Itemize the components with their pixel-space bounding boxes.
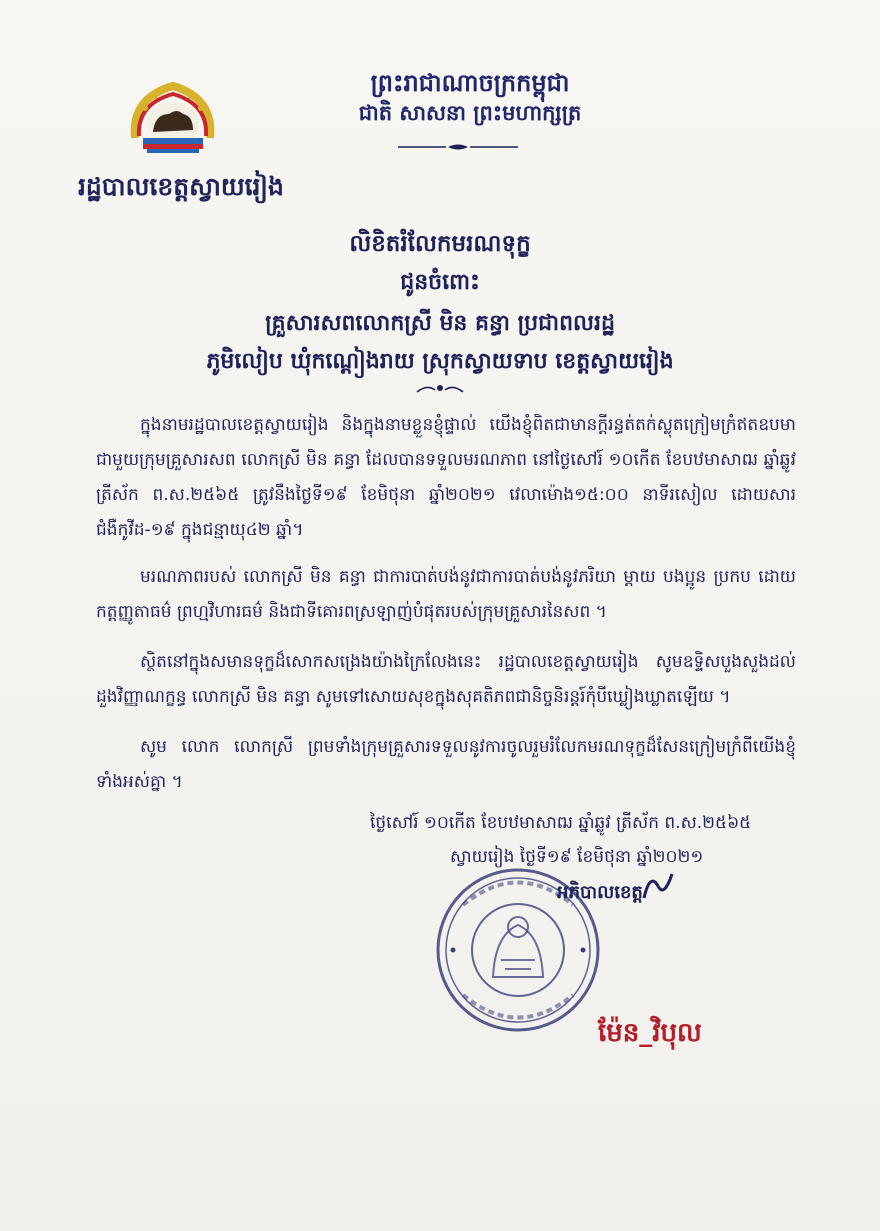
- kingdom-heading: ព្រះរាជាណាចក្រកម្ពុជា: [370, 69, 570, 97]
- recipient-intro: ជូនចំពោះ: [400, 270, 480, 295]
- provincial-emblem-icon: [125, 78, 220, 166]
- header-divider-ornament: [398, 142, 518, 152]
- signatory-role: អភិបាលខេត្ត: [557, 882, 643, 903]
- national-motto: ជាតិ សាសនា ព្រះមហាក្សត្រ: [358, 101, 582, 125]
- body-paragraph-3: ស្ថិតនៅក្នុងសមានទុក្ខដ៏សោកសង្រេងយ៉ាងក្រៃលែងនេះ រដ្ឋបាលខេត្តស្វាយរៀង សូមឧទ្ទិសបួងសួងដល់ ដួងវិញ្ញាណក្ខន្ធ លោកស្រី មិន គន្ធា សូមទៅសោយសុខក្នុងសុគតិភពជានិច្ចនិរន្តរ៍កុំបីឃ្លៀងឃ្លាតឡើយ ។: [96, 652, 796, 707]
- lunar-date: ថ្ងៃសៅរ៍ ១០កើត ខែបឋមាសាឍ ឆ្នាំឆ្លូវ ត្រីស័ក ព.ស.២៥៦៥: [370, 813, 752, 833]
- signatory-name: ម៉ែន_វិបុល: [598, 1018, 702, 1048]
- body-paragraph-1: ក្នុងនាមរដ្ឋបាលខេត្តស្វាយរៀង និងក្នុងនាមខ្លួនខ្ញុំផ្ទាល់ យើងខ្ញុំពិតជាមានក្តីរន្ធត់តក់ស្លុតក្រៀមក្រំឥតឧបមា ជាមួយក្រុមគ្រួសារសព លោកស្រី មិន គន្ធា ដែលបានទទួលមរណភាព នៅថ្ងៃសៅរ៍ ១០កើត ខែបឋមាសាឍ ឆ្នាំឆ្លូវ ត្រីស័ក ព.ស.២៥៦៥ ត្រូវនឹងថ្ងៃទី១៩ ខែមិថុនា ឆ្នាំ២០២១ វេលាម៉ោង១៥:០០ នាទីរសៀល ដោយសារ ជំងឺកូវីដ-១៩ ក្នុងជន្មាយុ៤២ ឆ្នាំ។: [96, 415, 796, 540]
- body-paragraph-2: មរណភាពរបស់ លោកស្រី មិន គន្ធា ជាការបាត់បង់នូវជាការបាត់បង់នូវភរិយា ម្តាយ បងប្អូន ប្រកប ដោយកត្តញ្ញូតាធម៌ ព្រហ្មវិហារធម៌ និងជាទីគោរពស្រឡាញ់បំផុតរបស់ក្រុមគ្រួសារនៃសព ។: [96, 567, 796, 622]
- title-ornament: [415, 382, 465, 396]
- place-and-date: ស្វាយរៀង ថ្ងៃទី១៩ ខែមិថុនា ឆ្នាំ២០២១: [450, 847, 704, 867]
- body-paragraph-4: សូម លោក លោកស្រី ព្រមទាំងក្រុមគ្រួសារទទួលនូវការចូលរួមរំលែកមរណទុក្ខដ៏សែនក្រៀមក្រំពីយើងខ្ញុំ ទាំងអស់គ្នា ។: [96, 737, 796, 792]
- letter-title: លិខិតរំលែកមរណទុក្ខ: [349, 231, 531, 257]
- signature-scribble-icon: [640, 868, 676, 904]
- organization-name: រដ្ឋបាលខេត្តស្វាយរៀង: [78, 172, 284, 201]
- recipient-name: គ្រួសារសពលោកស្រី មិន គន្ធា ប្រជាពលរដ្ឋ: [265, 311, 615, 336]
- recipient-address: ភូមិលៀប ឃុំកណ្តៀងរាយ ស្រុកស្វាយទាប ខេត្តស្វាយរៀង: [206, 349, 674, 374]
